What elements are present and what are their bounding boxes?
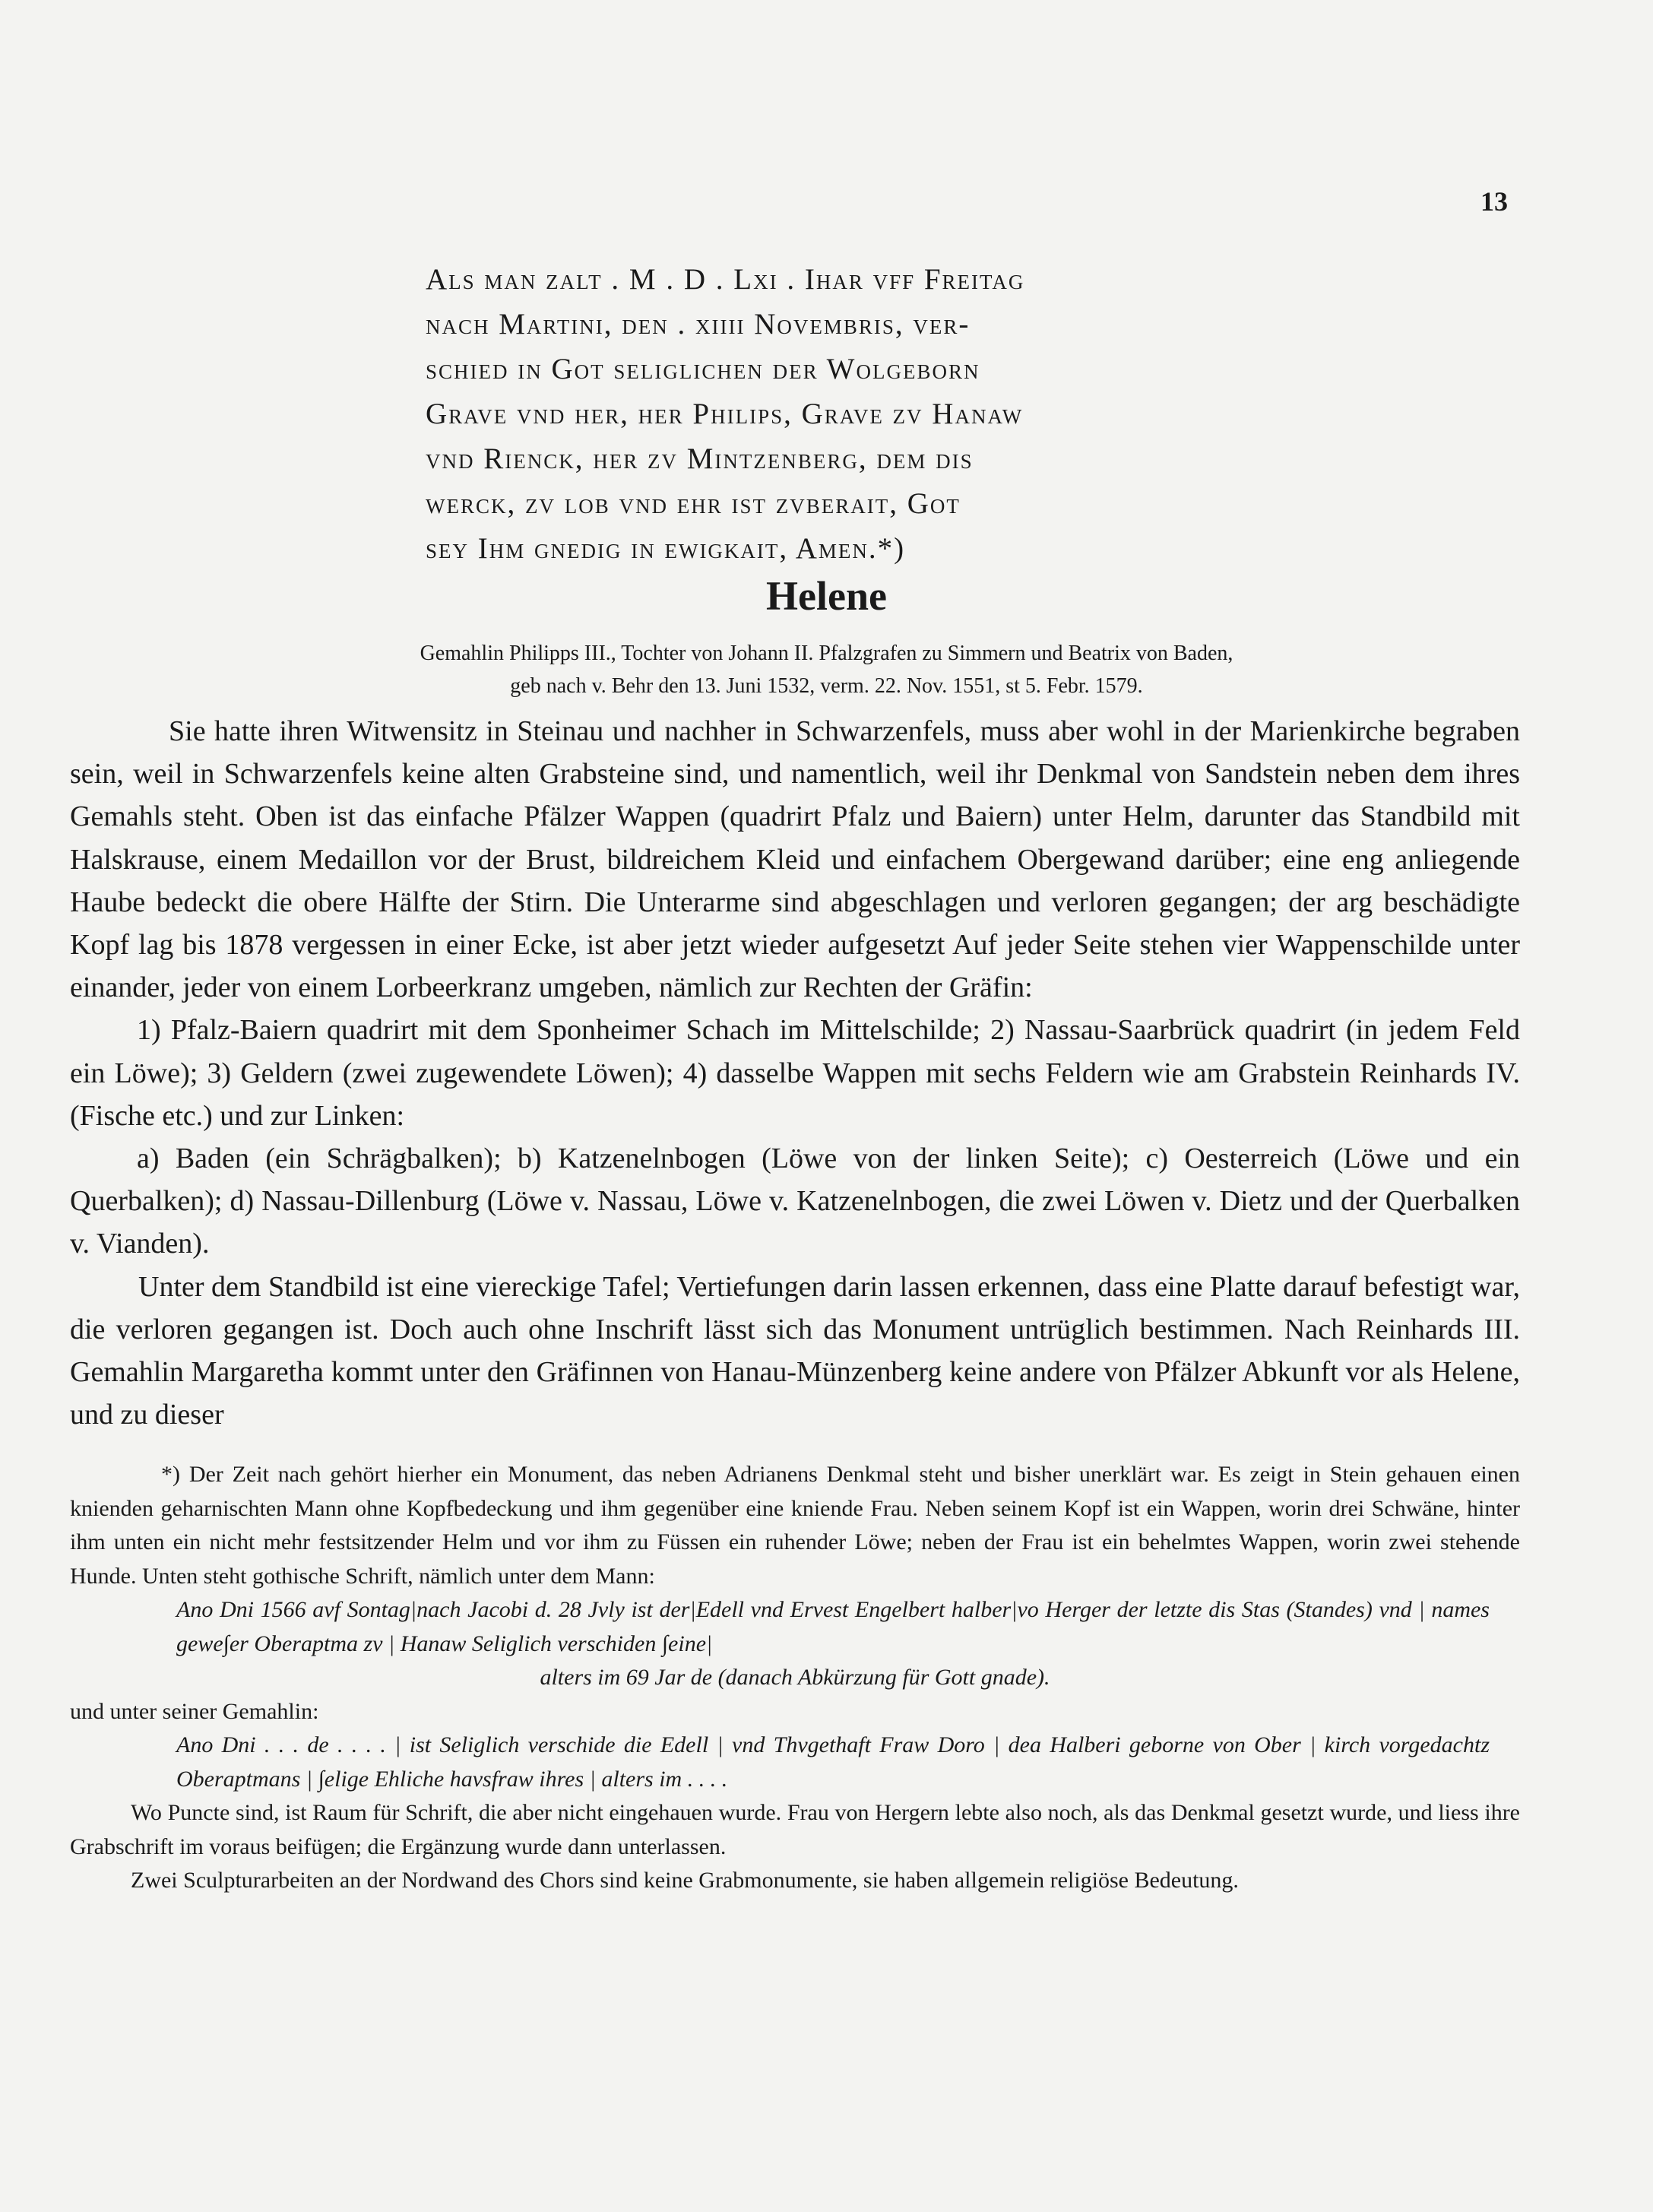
section-subtitle — [0, 637, 1653, 702]
page-number: 13 — [1480, 186, 1508, 217]
section-title: Helene — [766, 573, 887, 619]
footnote-inscription: Ano Dni . . . de . . . . | ist Seliglich verschide die Edell | vnd Thvgethaft Fraw Doro | dea Halberi geborne von Ober | kirch vorgedachtz Oberaptmans | ∫elige Ehliche havsfraw ihres | alters im . . . . — [176, 1732, 1490, 1792]
body-paragraph: Sie hatte ihren Witwensitz in Steinau und nachher in Schwarzenfels, muss aber wohl in der Marienkirche begraben sein, weil in Schwarzenfels keine alten Grabsteine sind, und namentlich, weil ihr Denkmal von Sandstein neben dem ihres Gemahls steht. Oben ist das einfache Pfälzer Wappen (quadrirt Pfalz und Baiern) unter Helm, darunter das Standbild mit Halskrause, einem Medaillon vor der Brust, bildreichem Kleid und einfachem Obergewand darüber; eine eng anliegende Haube bedeckt die obere Hälfte der Stirn. Die Unterarme sind abgeschlagen und verloren gegangen; der arg beschädigte Kopf lag bis 1878 vergessen in einer Ecke, ist aber jetzt wieder aufgesetzt Auf jeder Seite stehen vier Wappenschilde unter einander, jeder von einem Lorbeerkranz umgeben, nämlich zur Rechten der Gräfin: — [70, 715, 1520, 1004]
body-paragraph: a) Baden (ein Schrägbalken); b) Katzenelnbogen (Löwe von der linken Seite); c) Oesterreich (Löwe und ein Querbalken); d) Nassau-Dillenburg (Löwe v. Nassau, Löwe v. Katzenelnbogen, die zwei Löwen v. Dietz und der Querbalken v. Vianden). — [70, 1142, 1520, 1260]
inscription-line: schied in Got seliglichen der Wolgeborn — [426, 353, 980, 385]
footnote-paragraph: und unter seiner Gemahlin: — [70, 1698, 319, 1724]
body-paragraph: 1) Pfalz-Baiern quadrirt mit dem Sponheimer Schach im Mittelschilde; 2) Nassau-Saarbrück quadrirt (in jedem Feld ein Löwe); 3) Geldern (zwei zugewendete Löwen); 4) dasselbe Wappen mit sechs Feldern wie am Grabstein Reinhards IV. (Fische etc.) und zur Linken: — [70, 1014, 1520, 1132]
body-text — [70, 710, 1520, 1436]
subtitle-line: Gemahlin Philipps III., Tochter von Johann II. Pfalzgrafen zu Simmern und Beatrix von Baden, — [420, 642, 1233, 665]
footnotes — [70, 1458, 1520, 1898]
footnote-inscription: Ano Dni 1566 avf Sontag|nach Jacobi d. 28 Jvly ist der|Edell vnd Ervest Engelbert halber|vo Herger der letzte dis Stas (Standes) vnd | names gewe∫er Oberaptma zv | Hanaw Seliglich verschiden ∫eine| — [176, 1597, 1490, 1656]
footnote-inscription: alters im 69 Jar de (danach Abkürzung für Gott gnade). — [540, 1665, 1050, 1690]
inscription-line: sey Ihm gnedig in ewigkait, Amen.*) — [426, 532, 906, 565]
footnote-paragraph: Zwei Sculpturarbeiten an der Nordwand des Chors sind keine Grabmonumente, sie haben allgemein religiöse Bedeutung. — [131, 1868, 1239, 1893]
inscription-block — [426, 257, 1246, 571]
inscription-line: vnd Rienck, her zv Mintzenberg, dem dis — [426, 442, 974, 475]
footnote-paragraph: Wo Puncte sind, ist Raum für Schrift, die aber nicht eingehauen wurde. Frau von Hergern lebte also noch, als das Denkmal gesetzt wurde, und liess ihre Grabschrift im voraus beifügen; die Ergänzung wurde dann unterlassen. — [70, 1800, 1520, 1859]
inscription-line: Als man zalt . M . D . Lxi . Ihar vff Freitag — [426, 263, 1025, 296]
inscription-line: Grave vnd her, her Philips, Grave zv Hanaw — [426, 398, 1024, 430]
inscription-line: werck, zv lob vnd ehr ist zvberait, Got — [426, 487, 961, 520]
inscription-line: nach Martini, den . xiiii Novembris, ver- — [426, 308, 971, 341]
subtitle-line: geb nach v. Behr den 13. Juni 1532, verm. 22. Nov. 1551, st 5. Febr. 1579. — [510, 674, 1143, 698]
body-paragraph: Unter dem Standbild ist eine viereckige Tafel; Vertiefungen darin lassen erkennen, dass eine Platte darauf befestigt war, die verloren gegangen ist. Doch auch ohne Inschrift lässt sich das Monument untrüglich bestimmen. Nach Reinhards III. Gemahlin Margaretha kommt unter den Gräfinnen von Hanau-Münzenberg keine andere von Pfälzer Abkunft vor als Helene, und zu dieser — [70, 1270, 1520, 1431]
footnote-paragraph: *) Der Zeit nach gehört hierher ein Monument, das neben Adrianens Denkmal steht und bisher unerklärt war. Es zeigt in Stein gehauen einen knienden geharnischten Mann ohne Kopfbedeckung und ihm gegenüber eine kniende Frau. Neben seinem Kopf ist ein Wappen, worin drei Schwäne, hinter ihm unten ein nicht mehr festsitzender Helm und vor ihm zu Füssen ein ruhender Löwe; neben der Frau ist ein behelmtes Wappen, worin zwei stehende Hunde. Unten steht gothische Schrift, nämlich unter dem Mann: — [70, 1462, 1520, 1589]
